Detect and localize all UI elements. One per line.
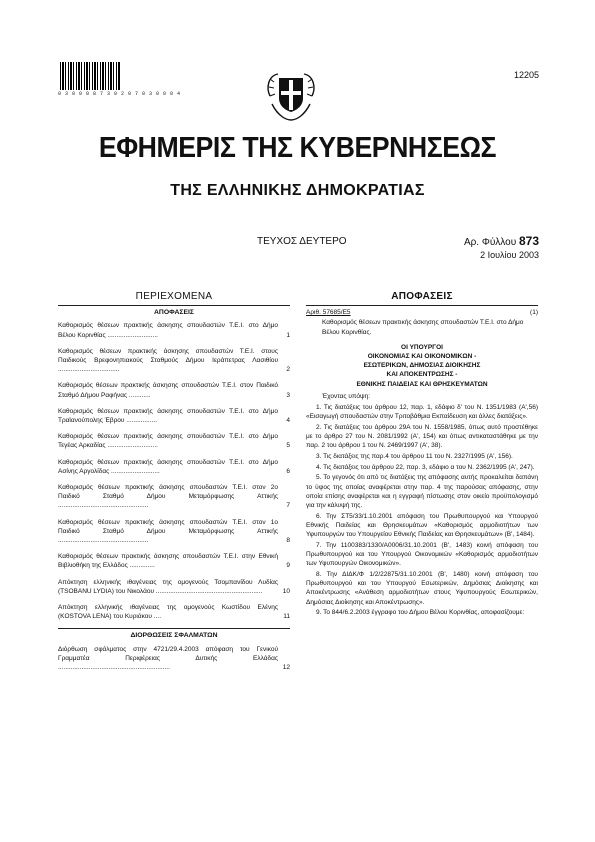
toc-item-text: Καθορισμός θέσεων πρακτικής άσκησης σπουδαστών Τ.Ε.Ι. στο Δήμο Τεγέας Αρκαδίας ............................ — [58, 433, 278, 450]
clause: 9. Το 844/6.2.2003 έγγραφο του Δήμου Βέλου Κορινθίας, αποφασίζουμε: — [316, 609, 525, 617]
sheet-number-value: 873 — [518, 234, 539, 248]
toc-item[interactable] — [58, 483, 290, 511]
decisions-column — [306, 292, 538, 619]
decision-subject: Καθορισμός θέσεων πρακτικής άσκησης σπουδαστών Τ.Ε.Ι. στο Δήμο Βέλου Κορινθίας. — [322, 319, 524, 336]
sheet-label: Αρ. Φύλλου — [463, 237, 517, 248]
toc-item-text: Καθορισμός θέσεων πρακτικής άσκησης σπουδαστών Τ.Ε.Ι. στον 2ο Παιδικό Σταθμό Δήμου Μεταμόρφωσης Αττικής .................................................. — [58, 484, 278, 510]
toc-item[interactable] — [58, 347, 290, 375]
sheet-number — [464, 234, 539, 248]
contents-title: ΠΕΡΙΕΧΟΜΕΝΑ — [135, 291, 213, 302]
toc-item-text: Διόρθωση σφάλματος στην 4721/29.4.2003 απόφαση του Γενικού Γραμματέα Περιφέρειας Δυτικής Ελλάδας .............................................................. — [58, 645, 278, 672]
divider — [306, 305, 538, 306]
toc-item-text: Καθορισμός θέσεων πρακτικής άσκησης σπουδαστών Τ.Ε.Ι. στο Δήμο Τραϊανούπολης Έβρου ................. — [58, 407, 278, 425]
clause: 7. Την 1100383/1330/Α0006/31.10.2001 (Β', 1483) κοινή απόφαση του Πρωθυπουργού και του Υπουργού Οικονομικών «Καθορισμός αρμοδιοτήτων των Υφυπουργών Οικονομικών». — [306, 541, 538, 568]
toc-item[interactable] — [58, 578, 290, 596]
authority-line: ΟΙΚΟΝΟΜΙΑΣ ΚΑΙ ΟΙΚΟΝΟΜΙΚΩΝ - — [367, 353, 477, 361]
toc-item-page: 5 — [286, 442, 290, 450]
clause: 2. Τις διατάξεις του άρθρου 29Α του Ν. 1558/1985, όπως αυτό προστέθηκε με το άρθρο 27 του Ν. 2081/1992 (Α', 154) και όπως αντικαταστάθηκε με την παρ. 2 του άρθρου 1 του Ν. 2469/1997 (Α', 38). — [306, 423, 538, 450]
toc-item-page: 11 — [283, 613, 290, 621]
toc-item-page: 4 — [286, 417, 290, 425]
coat-of-arms-icon — [264, 66, 318, 122]
toc-item-page: 1 — [286, 331, 290, 339]
decision-ref — [306, 308, 538, 317]
issue-label: ΤΕΥΧΟΣ ΔΕΥΤΕΡΟ — [257, 236, 347, 247]
toc-item-page: 10 — [282, 587, 290, 595]
clause: 4. Τις διατάξεις του άρθρου 22, παρ. 3, εδάφιο α του Ν. 2362/1995 (Α', 247). — [316, 463, 535, 471]
toc-item-text: Απόκτηση ελληνικής ιθαγένειας της ομογενούς Κωστίδου Ελένης (KOSTOVA LENA) του Κυριάκου .... — [58, 604, 278, 621]
issuing-authority — [306, 343, 538, 389]
toc-item-page: 7 — [286, 502, 290, 510]
toc-item-text: Καθορισμός θέσεων πρακτικής άσκησης σπουδαστών Τ.Ε.Ι. στην Εθνική Βιβλιοθήκη της Ελλάδος .............. — [58, 553, 278, 570]
decisions-title: ΑΠΟΦΑΣΕΙΣ — [391, 291, 453, 302]
clause: 5. Το γεγονός ότι από τις διατάξεις της απόφασης αυτής προκαλείται δαπάνη το ύψος της οποίας αναφέρεται στην παρ. 4 της παρούσας απόφασης, στην οποία επίσης αναφέρεται και η εγγραφή πίστωσης στον οικείο προϋπολογισμό για την κάλυψή της. — [306, 474, 538, 510]
having-in-view: Έχοντας υπόψη: — [322, 392, 371, 400]
toc-item[interactable] — [58, 407, 290, 425]
toc-item[interactable] — [58, 603, 290, 621]
toc-item[interactable] — [58, 458, 290, 476]
contents-errata-heading: ΔΙΟΡΘΩΣΕΙΣ ΣΦΑΛΜΑΤΩΝ — [130, 632, 218, 640]
toc-item[interactable] — [58, 645, 290, 673]
clause: 1. Τις διατάξεις του άρθρου 12, παρ. 1, εδάφιο δ' του Ν. 1351/1983 (Α',56) «Εισαγωγή σπουδαστών στην Τριτοβάθμια Εκπαίδευση και άλλες διατάξεις». — [306, 404, 538, 421]
toc-item[interactable] — [58, 518, 290, 546]
toc-item[interactable] — [58, 381, 290, 399]
toc-item-text: Καθορισμός θέσεων πρακτικής άσκησης σπουδαστών Τ.Ε.Ι. στο Δήμο Ασίνης Αργολίδας ........................... — [58, 458, 278, 475]
divider — [58, 305, 290, 306]
toc-item-page: 8 — [286, 537, 290, 545]
authority-line: ΕΘΝΙΚΗΣ ΠΑΙΔΕΙΑΣ ΚΑΙ ΘΡΗΣΚΕΥΜΑΤΩΝ — [356, 380, 488, 388]
toc-item-page: 2 — [286, 366, 290, 374]
clause: 3. Τις διατάξεις της παρ.4 του άρθρου 11 του Ν. 2327/1995 (Α', 156). — [316, 453, 513, 461]
toc-item-text: Καθορισμός θέσεων πρακτικής άσκησης σπουδαστών Τ.Ε.Ι. στους Παιδικούς Βρεφονηπιακούς Σταθμούς Δήμου Ιεράπετρας Λασιθίου .................................. — [58, 347, 278, 374]
divider — [58, 628, 290, 629]
toc-item-text: Καθορισμός θέσεων πρακτικής άσκησης σπουδαστών Τ.Ε.Ι. στον Παιδικό Σταθμό Δήμου Ραφήνας ............ — [58, 382, 278, 399]
contents-column — [58, 292, 290, 679]
toc-item[interactable] — [58, 432, 290, 450]
clause: 6. Την ΣΤ5/33/1.10.2001 απόφαση του Πρωθυπουργού και Υπουργού Εθνικής Παιδείας και Θρησκευμάτων «Καθορισμός αρμοδιοτήτων των Υφυπουργών του Υπουργείου Εθνικής Παιδείας και Θρησκευμάτων» (Β', 1484). — [306, 512, 538, 539]
toc-item-page: 3 — [286, 391, 290, 399]
subhead: ΤΗΣ ΕΛΛΗΝΙΚΗΣ ΔΗΜΟΚΡΑΤΙΑΣ — [170, 182, 425, 199]
clause: 8. Την ΔΙΔΚ/Φ 1/2/22875/31.10.2001 (Β', 1480) κοινή απόφαση του Πρωθυπουργού και του Υπουργού Εσωτερικών, Δημόσιας Διοίκησης και Αποκέντρωσης «Ανάθεση αρμοδιοτήτων στους Υφυπουργούς Εσωτερικών, Δημόσιας Διοίκησης και Αποκέντρωσης». — [306, 570, 538, 606]
decision-marker: (1) — [530, 309, 538, 317]
barcode-digits: 0 3 0 0 0 8 7 3 0 2 0 7 0 3 0 0 0 4 — [58, 91, 181, 97]
toc-item-text: Απόκτηση ελληνικής ιθαγένειας της ομογενούς Τσομπανίδου Λυδίας (TSOBANU LYDIA) του Νικολάου ........................................................... — [58, 578, 278, 595]
authority-line: ΕΣΩΤΕΡΙΚΩΝ, ΔΗΜΟΣΙΑΣ ΔΙΟΙΚΗΣΗΣ — [363, 362, 481, 370]
masthead: ΕΦΗΜΕΡΙΣ ΤΗΣ ΚΥΒΕΡΝΗΣΕΩΣ — [98, 132, 497, 164]
issue-date: 2 Ιουλίου 2003 — [480, 250, 539, 260]
toc-item-text: Καθορισμός θέσεων πρακτικής άσκησης σπουδαστών Τ.Ε.Ι. στο Δήμο Βέλου Κορινθίας ............................ — [58, 322, 278, 339]
authority-line: ΟΙ ΥΠΟΥΡΓΟΙ — [401, 343, 443, 351]
toc-item-page: 9 — [286, 562, 290, 570]
toc-item[interactable] — [58, 321, 290, 339]
toc-item-text: Καθορισμός θέσεων πρακτικής άσκησης σπουδαστών Τ.Ε.Ι. στον 1ο Παιδικό Σταθμό Δήμου Μεταμόρφωσης Αττικής .................................................. — [58, 518, 278, 545]
toc-item-page: 6 — [286, 467, 290, 475]
contents-decisions-heading: ΑΠΟΦΑΣΕΙΣ — [154, 309, 194, 317]
page-number: 12205 — [513, 70, 539, 80]
authority-line: ΚΑΙ ΑΠΟΚΕΝΤΡΩΣΗΣ - — [386, 371, 458, 379]
toc-item[interactable] — [58, 552, 290, 570]
barcode — [60, 62, 120, 90]
decision-number: Αριθ. 57685/Ε5 — [306, 309, 351, 317]
toc-item-page: 12 — [282, 664, 290, 672]
